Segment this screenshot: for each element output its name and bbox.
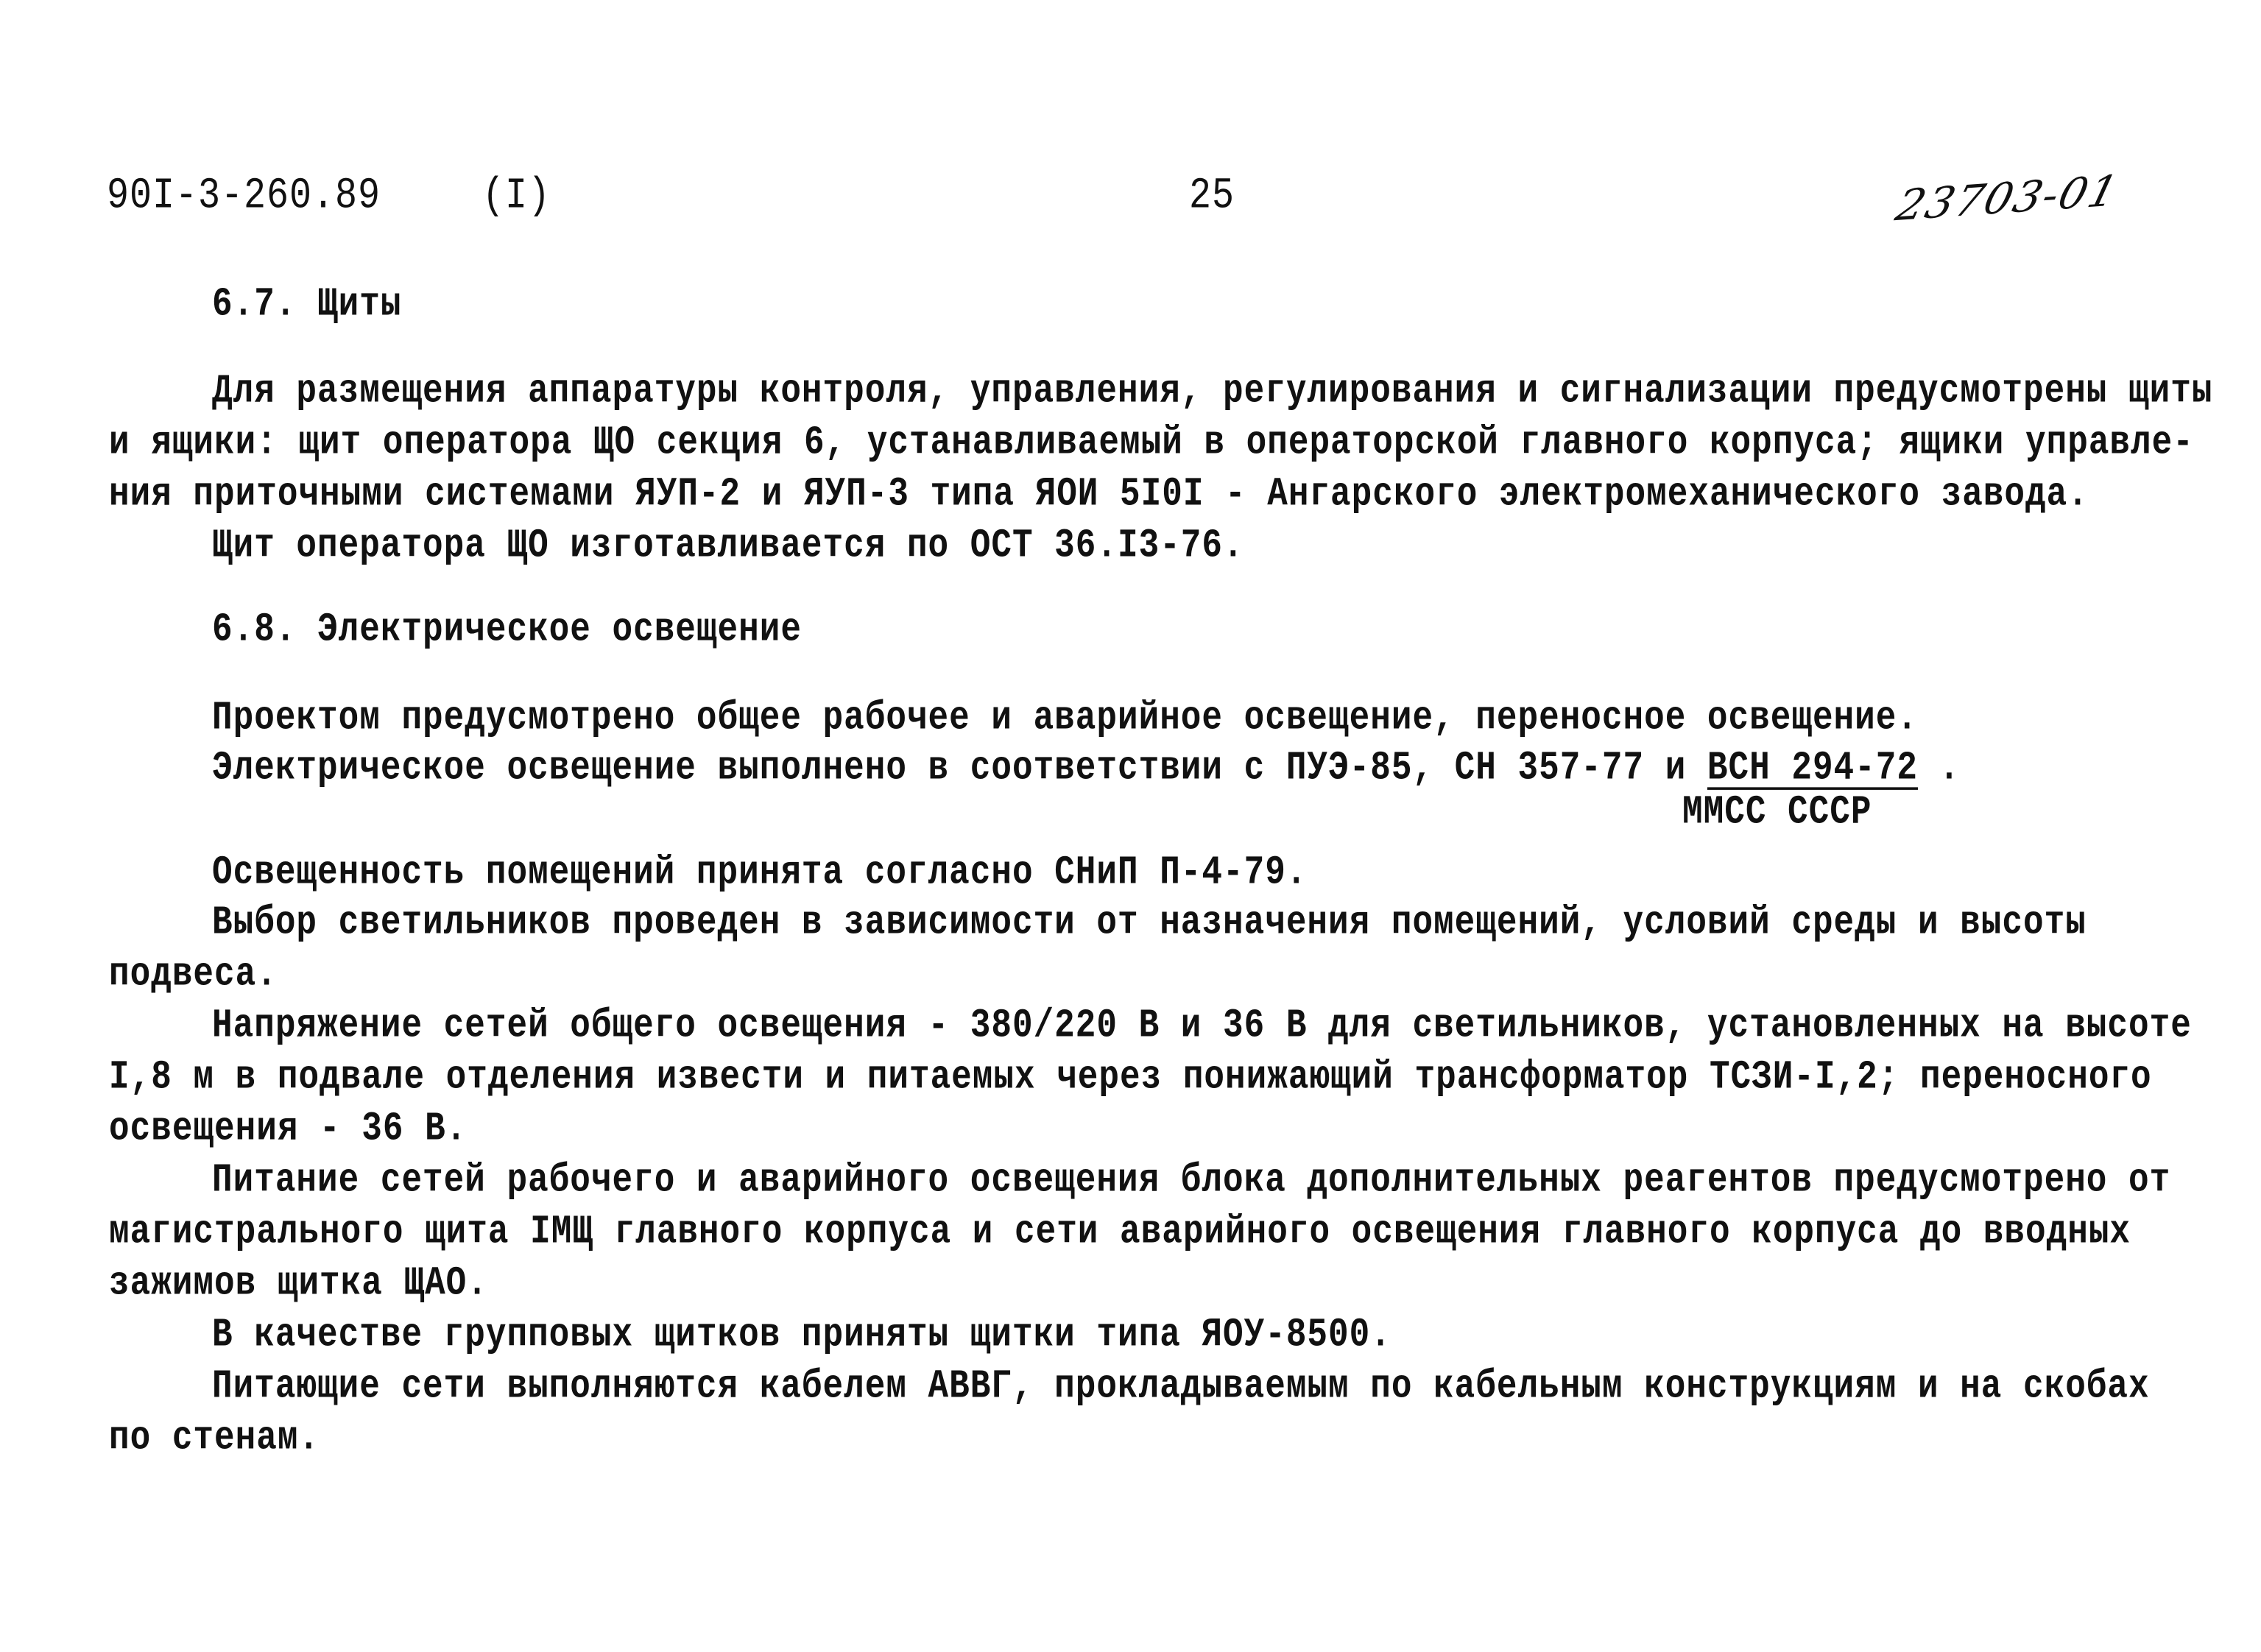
paragraph-line: подвеса.: [109, 951, 278, 998]
text-prefix: Электрическое освещение выполнено в соответствии с ПУЭ-85, СН 357-77 и: [212, 745, 1707, 791]
paragraph-line: Щит оператора ЩО изготавливается по ОСТ 36.I3-76.: [212, 523, 1244, 569]
paragraph-line: Выбор светильников проведен в зависимости от назначения помещений, условий среды и высоты: [212, 900, 2087, 946]
paragraph-line: Для размещения аппаратуры контроля, управления, регулирования и сигнализации предусмотрены щиты: [212, 368, 2213, 414]
section-heading-6-7: 6.7. Щиты: [212, 281, 402, 328]
text-suffix: .: [1917, 745, 1961, 791]
paragraph-line: по стенам.: [109, 1415, 320, 1461]
paragraph-line: и ящики: щит оператора ЩО секция 6, устанавливаемый в операторской главного корпуса; ящики управле-: [109, 420, 2194, 466]
document-part: (I): [482, 172, 551, 222]
paragraph-line: Питающие сети выполняются кабелем АВВГ, прокладываемым по кабельным конструкциям и на скобах: [212, 1363, 2150, 1410]
paragraph-line: зажимов щитка ЩАО.: [109, 1260, 488, 1307]
page-number: 25: [1189, 172, 1235, 222]
paragraph-line: Напряжение сетей общего освещения - 380/220 В и 36 В для светильников, установленных на высоте: [212, 1003, 2192, 1049]
paragraph-line: В качестве групповых щитков приняты щитки типа ЯОУ-8500.: [212, 1312, 1391, 1358]
paragraph-line: магистрального щита IМЩ главного корпуса и сети аварийного освещения главного корпуса до вводных: [109, 1209, 2131, 1255]
handwritten-inventory-number: 23703-01: [1891, 165, 2125, 231]
paragraph-line: I,8 м в подвале отделения извести и питаемых через понижающий трансформатор ТСЗИ-I,2; переносного: [109, 1054, 2152, 1101]
norm-reference-numerator: ВСН 294-72: [1707, 745, 1918, 791]
paragraph-line: ния приточными системами ЯУП-2 и ЯУП-3 типа ЯОИ 5I0I - Ангарского электромеханического завода.: [109, 471, 2089, 518]
document-code: 90I-3-260.89: [107, 172, 381, 222]
paragraph-line: Питание сетей рабочего и аварийного освещения блока дополнительных реагентов предусмотрено от: [212, 1157, 2171, 1204]
section-heading-6-8: 6.8. Электрическое освещение: [212, 607, 802, 653]
paragraph-line: освещения - 36 В.: [109, 1106, 468, 1152]
paragraph-line: Проектом предусмотрено общее рабочее и аварийное освещение, переносное освещение.: [212, 695, 1918, 741]
paragraph-line: Освещенность помещений принята согласно СНиП П-4-79.: [212, 850, 1308, 896]
norm-reference-denominator: ММСС СССР: [1682, 789, 1872, 836]
